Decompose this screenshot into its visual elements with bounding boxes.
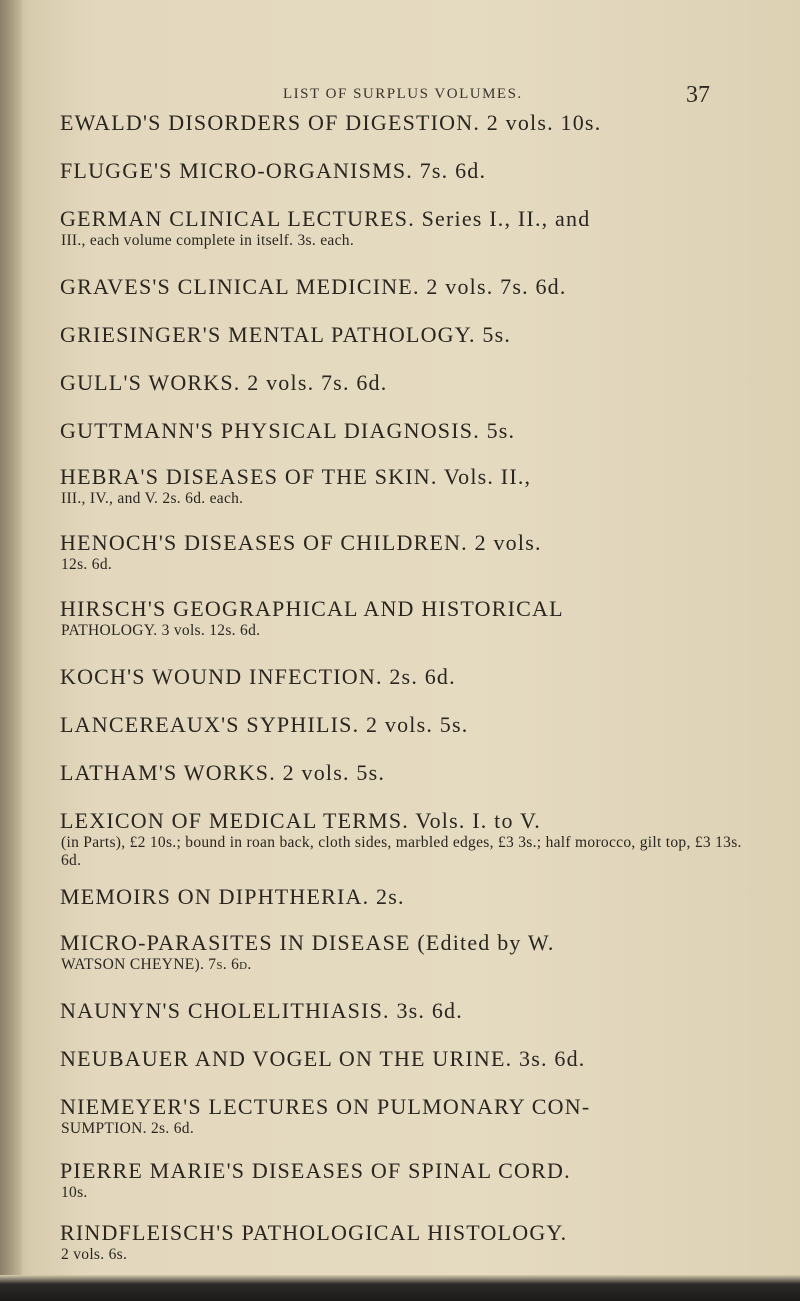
entry-title: MEMOIRS ON DIPHTHERIA. 2s. (60, 884, 405, 909)
entry-title: GRAVES'S CLINICAL MEDICINE. 2 vols. 7s. 6d. (60, 274, 567, 299)
list-item (60, 930, 760, 974)
entry-detail: (in Parts), £2 10s.; bound in roan back, cloth sides, marbled edges, £3 3s.; half morocco, gilt top, £3 13s. 6d. (61, 834, 742, 869)
entry-title: GUTTMANN'S PHYSICAL DIAGNOSIS. 5s. (60, 418, 516, 443)
list-item (60, 322, 760, 348)
entry-title: MICRO-PARASITES IN DISEASE (Edited by W. (60, 930, 555, 955)
entry-detail: WATSON CHEYNE). 7s. 6d. (61, 956, 252, 973)
list-item (60, 998, 760, 1024)
entry-detail: III., each volume complete in itself. 3s. each. (61, 232, 354, 249)
entry-title: GERMAN CLINICAL LECTURES. Series I., II., and (60, 206, 591, 231)
entry-title: RINDFLEISCH'S PATHOLOGICAL HISTOLOGY. (60, 1220, 568, 1245)
list-item (60, 370, 760, 396)
entry-title: KOCH'S WOUND INFECTION. 2s. 6d. (60, 664, 456, 689)
list-item (60, 1094, 760, 1138)
entry-detail: III., IV., and V. 2s. 6d. each. (61, 490, 244, 507)
running-head: LIST OF SURPLUS VOLUMES. (283, 86, 523, 102)
list-item (60, 712, 760, 738)
list-item (60, 808, 760, 870)
entry-title: LEXICON OF MEDICAL TERMS. Vols. I. to V. (60, 808, 541, 833)
entry-title: FLUGGE'S MICRO-ORGANISMS. 7s. 6d. (60, 158, 487, 183)
list-item (60, 530, 760, 574)
entry-title: LATHAM'S WORKS. 2 vols. 5s. (60, 760, 386, 785)
page-number: 37 (686, 82, 710, 108)
list-item (60, 274, 760, 300)
page-edge (0, 1275, 800, 1301)
entry-title: NAUNYN'S CHOLELITHIASIS. 3s. 6d. (60, 998, 463, 1023)
list-item (60, 1046, 760, 1072)
list-item (60, 1158, 760, 1202)
list-item (60, 1220, 760, 1264)
entry-detail: SUMPTION. 2s. 6d. (61, 1120, 194, 1137)
entry-title: GRIESINGER'S MENTAL PATHOLOGY. 5s. (60, 322, 512, 347)
list-item (60, 206, 760, 250)
list-item (60, 760, 760, 786)
entry-title: EWALD'S DISORDERS OF DIGESTION. 2 vols. 10s. (60, 110, 602, 135)
list-item (60, 664, 760, 690)
entry-detail: PATHOLOGY. 3 vols. 12s. 6d. (61, 622, 261, 639)
list-item (60, 418, 760, 444)
list-item (60, 596, 760, 640)
entry-title: LANCEREAUX'S SYPHILIS. 2 vols. 5s. (60, 712, 469, 737)
entry-title: HENOCH'S DISEASES OF CHILDREN. 2 vols. (60, 530, 542, 555)
entry-title: NIEMEYER'S LECTURES ON PULMONARY CON- (60, 1094, 591, 1119)
entry-detail: 12s. 6d. (61, 556, 113, 573)
entry-detail: 2 vols. 6s. (61, 1246, 128, 1263)
entry-detail: 10s. (61, 1184, 88, 1201)
entry-title: NEUBAUER AND VOGEL ON THE URINE. 3s. 6d. (60, 1046, 586, 1071)
list-item (60, 158, 760, 184)
list-item (60, 464, 760, 508)
list-item (60, 110, 760, 136)
entry-title: HIRSCH'S GEOGRAPHICAL AND HISTORICAL (60, 596, 564, 621)
entry-title: PIERRE MARIE'S DISEASES OF SPINAL CORD. (60, 1158, 571, 1183)
list-item (60, 884, 760, 910)
binding-shadow (0, 0, 22, 1301)
entry-title: GULL'S WORKS. 2 vols. 7s. 6d. (60, 370, 388, 395)
entry-title: HEBRA'S DISEASES OF THE SKIN. Vols. II., (60, 464, 532, 489)
